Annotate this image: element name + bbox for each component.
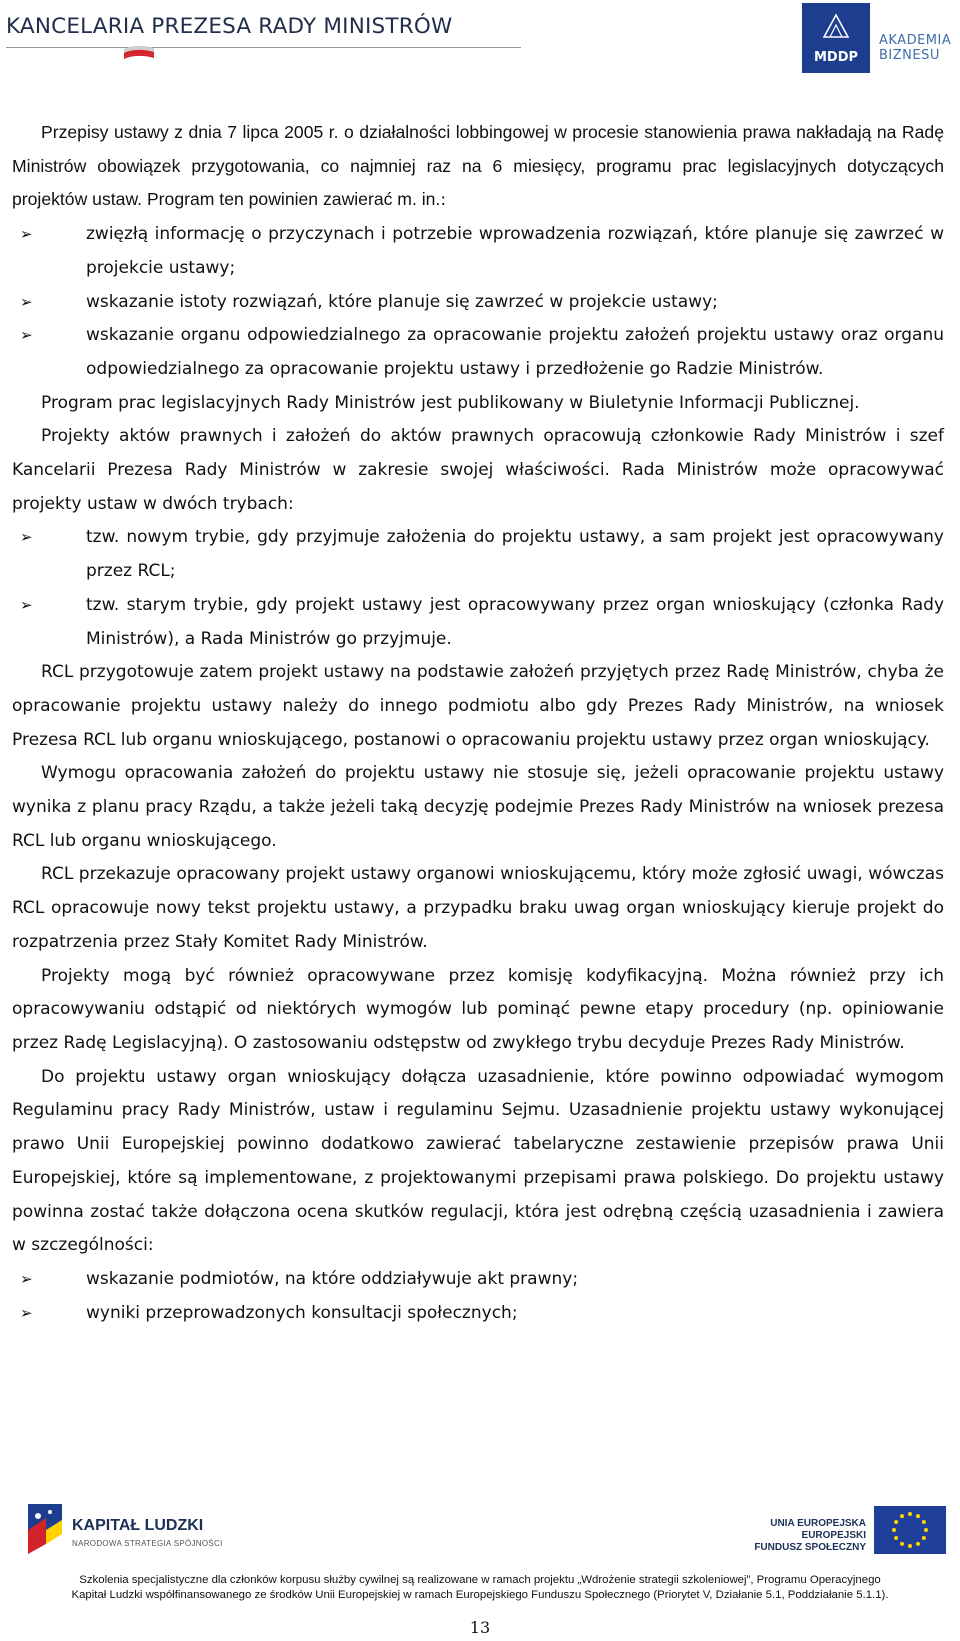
footer-note-line-2: Kapitał Ludzki współfinansowanego ze środków Unii Europejskiej w ramach Europejskiego Funduszu Społecznego (Priorytet V, Działanie 5.1, Poddziałanie 5.1.1).	[71, 1589, 889, 1601]
paragraph-lobbying	[12, 116, 944, 218]
kapital-ludzki-subtitle: NARODOWA STRATEGIA SPÓJNOŚCI	[72, 1539, 223, 1548]
list-item	[12, 1297, 944, 1331]
paragraph-lobbying-colon: :	[440, 190, 447, 211]
flag-ribbon-icon	[122, 43, 156, 61]
footer-logos	[0, 1490, 960, 1580]
akademia-biznesu-logo	[879, 33, 951, 63]
list-item-text: wskazanie istoty rozwiązań, które planuje się zawrzeć w projekcie ustawy;	[86, 291, 718, 312]
mddp-logo-text: MDDP	[813, 50, 859, 65]
list-item-text: tzw. starym trybie, gdy projekt ustawy jest opracowywany przez organ wnioskujący (członka Rady Ministrów), a Rada Ministrów go przyjmuje.	[86, 594, 944, 649]
paragraph-bip: Program prac legislacyjnych Rady Ministrów jest publikowany w Biuletynie Informacji Publicznej.	[41, 392, 860, 413]
eu-line-2: EUROPEJSKI	[801, 1530, 866, 1541]
paragraph-rcl-prepares: RCL przygotowuje zatem projekt ustawy na podstawie założeń przyjętych przez Radę Ministrów, chyba że opracowanie projektu ustawy należy do innego podmiotu albo gdy Prezes Rady Ministrów, na wniosek Prezesa RCL lub organu wnioskującego, postanowi o opracowaniu projektu ustawy przez organ wnioskujący.	[12, 662, 944, 750]
institution-name: KANCELARIA PREZESA RADY MINISTRÓW	[6, 14, 453, 39]
arrowhead-bullet-icon: ➢	[20, 292, 33, 311]
header-divider	[6, 47, 521, 48]
program-contents-list	[12, 218, 944, 387]
list-item-text: zwięzłą informację o przyczynach i potrzebie wprowadzenia rozwiązań, które planuje się zawrzeć w projekcie ustawy;	[86, 224, 944, 278]
list-item-text: wskazanie podmiotów, na które oddziaływuje akt prawny;	[86, 1268, 579, 1289]
page-header	[0, 0, 960, 80]
arrowhead-bullet-icon: ➢	[20, 595, 33, 614]
mddp-logo	[802, 3, 870, 73]
arrowhead-bullet-icon: ➢	[20, 528, 33, 547]
akademia-line-2: BIZNESU	[879, 48, 940, 63]
list-item	[12, 286, 944, 320]
footer-note-line-1: Szkolenia specjalistyczne dla członków korpusu służby cywilnej są realizowane w ramach projektu „Wdrożenie strategii szkoleniowej”, Programu Operacyjnego	[79, 1574, 881, 1586]
paragraph-justification: Do projektu ustawy organ wnioskujący dołącza uzasadnienie, które powinno odpowiadać wymogom Regulaminu pracy Rady Ministrów, ustaw i regulaminu Sejmu. Uzasadnienie projektu ustawy wykonującej prawo Unii Europejskiej powinno dodatkowo zawierać tabelaryczne zestawienie przepisów prawa Unii Europejskiej, które są implementowane, z projektowanymi przepisami prawa polskiego. Do projektu ustawy powinna zostać także dołączona ocena skutków regulacji, która jest odrębną częścią uzasadnienia i zawiera w szczególności:	[12, 1066, 944, 1256]
eu-line-1: UNIA EUROPEJSKA	[770, 1518, 866, 1529]
akademia-line-1: AKADEMIA	[879, 33, 952, 48]
page-number: 13	[469, 1618, 491, 1637]
list-item	[12, 1263, 944, 1297]
mddp-mark-icon	[822, 13, 850, 39]
paragraph-exemption: Wymogu opracowania założeń do projektu ustawy nie stosuje się, jeżeli opracowanie projektu ustawy wynika z planu pracy Rządu, a także jeżeli taką decyzję podejmie Prezes Rady Ministrów na wniosek prezesa RCL lub organu wnioskującego.	[12, 763, 944, 851]
legislative-modes-list	[12, 521, 944, 656]
list-item	[12, 319, 944, 386]
arrowhead-bullet-icon: ➢	[20, 225, 33, 244]
paragraph-codification: Projekty mogą być również opracowywane przez komisję kodyfikacyjną. Można również przy ich opracowywaniu odstąpić od niektórych wymogów lub pominąć pewne etapy procedury (np. opiniowanie przez Radę Legislacyjną). O zastosowaniu odstępstw od zwykłego trybu decyduje Prezes Rady Ministrów.	[12, 965, 944, 1053]
list-item	[12, 218, 944, 285]
eu-fund-text	[718, 1518, 866, 1554]
arrowhead-bullet-icon: ➢	[20, 1269, 33, 1288]
paragraph-lobbying-text: Przepisy ustawy z dnia 7 lipca 2005 r. o działalności lobbingowej w procesie stanowienia prawa nakładają na Radę Ministrów obowiązek przygotowania, co najmniej raz na 6 miesięcy, programu prac legislacyjnych dotyczących projektów ustaw. Program ten powinien zawierać m. in.	[12, 122, 944, 210]
paragraph-modes: Projekty aktów prawnych i założeń do aktów prawnych opracowują członkowie Rady Ministrów i szef Kancelarii Prezesa Rady Ministrów w zakresie swojej właściwości. Rada Ministrów może opracowywać projekty ustaw w dwóch trybach:	[12, 426, 944, 514]
kapital-ludzki-mark-icon	[24, 1500, 66, 1558]
footer-funding-note	[0, 1573, 960, 1603]
impact-assessment-list	[12, 1263, 944, 1330]
kapital-ludzki-title: KAPITAŁ LUDZKI	[72, 1517, 204, 1534]
arrowhead-bullet-icon: ➢	[20, 326, 33, 345]
arrowhead-bullet-icon: ➢	[20, 1303, 33, 1322]
eu-flag-icon	[874, 1506, 946, 1554]
document-body	[12, 116, 944, 1330]
list-item-text: wskazanie organu odpowiedzialnego za opracowanie projektu założeń projektu ustawy oraz organu odpowiedzialnego za opracowanie projektu ustawy i przedłożenie go Radzie Ministrów.	[86, 325, 944, 379]
paragraph-rcl-forwards: RCL przekazuje opracowany projekt ustawy organowi wnioskującemu, który może zgłosić uwagi, wówczas RCL opracowuje nowy tekst projektu ustawy, a przypadku braku uwag organ wnioskujący kieruje projekt do rozpatrzenia przez Stały Komitet Rady Ministrów.	[12, 864, 944, 952]
list-item-text: tzw. nowym trybie, gdy przyjmuje założenia do projektu ustawy, a sam projekt jest opracowywany przez RCL;	[86, 527, 944, 582]
list-item-text: wyniki przeprowadzonych konsultacji społecznych;	[86, 1302, 518, 1323]
eu-line-3: FUNDUSZ SPOŁECZNY	[754, 1542, 866, 1553]
list-item	[12, 521, 944, 588]
list-item	[12, 589, 944, 656]
